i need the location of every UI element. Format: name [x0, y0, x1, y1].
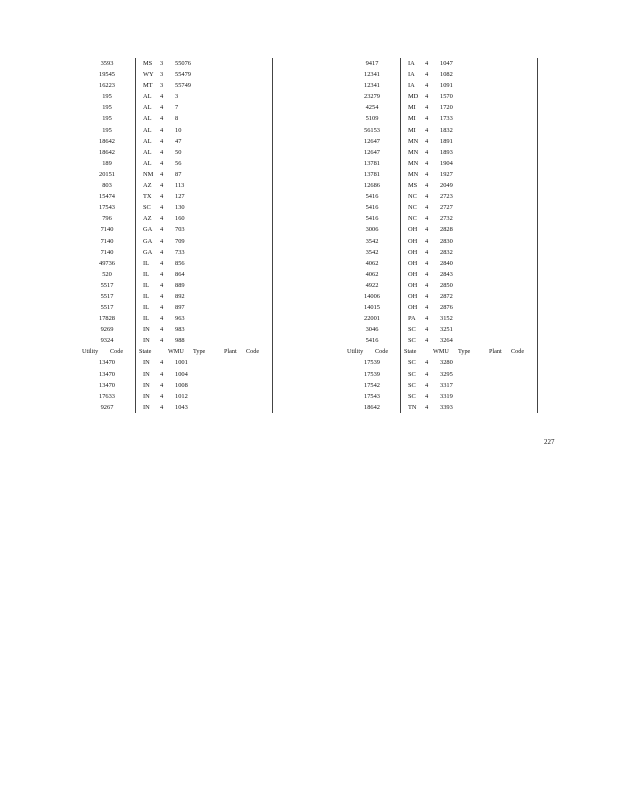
type-cell: 892: [175, 292, 185, 300]
type-cell: 3264: [440, 337, 453, 345]
header-utility: Utility: [82, 348, 99, 356]
state-cell: IL: [143, 270, 150, 278]
wmu-cell: 4: [425, 337, 429, 345]
wmu-cell: 4: [425, 60, 429, 67]
type-cell: 55479: [175, 71, 191, 79]
wmu-cell: 4: [425, 226, 429, 234]
wmu-cell: 4: [160, 226, 164, 234]
state-cell: MT: [143, 82, 153, 90]
wmu-cell: 4: [425, 292, 429, 300]
header-state: State: [139, 348, 152, 356]
type-cell: 733: [175, 248, 185, 256]
type-cell: 2830: [440, 237, 453, 245]
utility-code-cell: 14015: [364, 304, 380, 312]
state-cell: AL: [143, 137, 152, 145]
utility-code-cell: 5517: [100, 292, 114, 300]
utility-code-cell: 13470: [99, 359, 115, 367]
state-cell: MI: [408, 126, 416, 134]
type-cell: 1720: [440, 104, 453, 112]
column-divider: [272, 58, 273, 413]
type-cell: 3251: [440, 326, 453, 334]
type-cell: 2723: [440, 193, 453, 201]
state-cell: NC: [408, 215, 417, 223]
type-cell: 50: [175, 148, 182, 156]
utility-code-cell: 12341: [364, 82, 380, 90]
state-cell: GA: [143, 248, 153, 256]
state-cell: NM: [143, 170, 154, 178]
wmu-cell: 4: [160, 115, 164, 123]
utility-code-cell: 4922: [365, 281, 379, 289]
wmu-cell: 4: [160, 182, 164, 190]
state-cell: SC: [408, 326, 416, 334]
wmu-cell: 4: [425, 170, 429, 178]
type-cell: 1733: [440, 115, 453, 123]
type-cell: 3319: [440, 392, 453, 400]
type-cell: 889: [175, 281, 185, 289]
state-cell: IA: [408, 60, 415, 67]
wmu-cell: 4: [160, 93, 164, 101]
wmu-cell: 4: [160, 359, 164, 367]
utility-code-cell: 13470: [99, 370, 115, 378]
type-cell: 55076: [175, 60, 191, 67]
column-divider: [537, 58, 538, 413]
state-cell: AL: [143, 148, 152, 156]
wmu-cell: 4: [425, 359, 429, 367]
utility-code-cell: 9269: [100, 326, 114, 334]
utility-code-cell: 7140: [100, 226, 114, 234]
wmu-cell: 4: [425, 315, 429, 323]
type-cell: 2732: [440, 215, 453, 223]
wmu-cell: 4: [425, 104, 429, 112]
header-utility: Utility: [347, 348, 364, 356]
wmu-cell: 4: [160, 270, 164, 278]
type-cell: 1047: [440, 60, 453, 67]
utility-code-cell: 796: [102, 215, 112, 223]
column-divider: [400, 58, 401, 413]
wmu-cell: 4: [425, 82, 429, 90]
state-cell: AZ: [143, 215, 152, 223]
wmu-cell: 4: [160, 292, 164, 300]
utility-code-cell: 17543: [364, 392, 380, 400]
state-cell: MS: [143, 60, 153, 67]
type-cell: 2832: [440, 248, 453, 256]
type-cell: 7: [175, 104, 179, 112]
state-cell: TN: [408, 403, 417, 411]
wmu-cell: 4: [160, 148, 164, 156]
state-cell: OH: [408, 237, 418, 245]
type-cell: 1832: [440, 126, 453, 134]
wmu-cell: 4: [425, 270, 429, 278]
utility-code-cell: 12647: [364, 148, 380, 156]
wmu-cell: 4: [425, 148, 429, 156]
type-cell: 983: [175, 326, 185, 334]
utility-code-cell: 5416: [365, 204, 379, 212]
utility-code-cell: 17633: [99, 392, 115, 400]
state-cell: AL: [143, 93, 152, 101]
wmu-cell: 4: [160, 104, 164, 112]
state-cell: IN: [143, 359, 150, 367]
wmu-cell: 4: [160, 392, 164, 400]
type-cell: 988: [175, 337, 185, 345]
state-cell: IN: [143, 392, 150, 400]
utility-code-cell: 13470: [99, 381, 115, 389]
state-cell: TX: [143, 193, 152, 201]
utility-code-cell: 5416: [365, 193, 379, 201]
state-cell: MI: [408, 115, 416, 123]
state-cell: MN: [408, 148, 419, 156]
wmu-cell: 4: [425, 71, 429, 79]
header-type: Type: [193, 348, 206, 356]
type-cell: 963: [175, 315, 185, 323]
state-cell: MN: [408, 159, 419, 167]
utility-code-cell: 5416: [365, 337, 379, 345]
utility-code-cell: 18642: [364, 403, 380, 411]
type-cell: 1043: [175, 403, 188, 411]
state-cell: IN: [143, 370, 150, 378]
type-cell: 1008: [175, 381, 188, 389]
type-cell: 2828: [440, 226, 453, 234]
type-cell: 3: [175, 93, 179, 101]
state-cell: OH: [408, 292, 418, 300]
state-cell: IL: [143, 315, 150, 323]
utility-code-cell: 16223: [99, 82, 115, 90]
wmu-cell: 4: [425, 370, 429, 378]
wmu-cell: 3: [160, 82, 164, 90]
header-plant: Plant: [489, 348, 502, 356]
state-cell: OH: [408, 248, 418, 256]
wmu-cell: 4: [160, 248, 164, 256]
wmu-cell: 4: [160, 237, 164, 245]
header-wmu: WMU: [433, 348, 449, 356]
type-cell: 56: [175, 159, 182, 167]
type-cell: 709: [175, 237, 185, 245]
state-cell: OH: [408, 281, 418, 289]
type-cell: 897: [175, 304, 185, 312]
wmu-cell: 4: [160, 215, 164, 223]
utility-code-cell: 23279: [364, 93, 380, 101]
type-cell: 2727: [440, 204, 453, 212]
utility-code-cell: 18642: [99, 148, 115, 156]
state-cell: IL: [143, 304, 150, 312]
state-cell: OH: [408, 304, 418, 312]
type-cell: 2872: [440, 292, 453, 300]
utility-code-cell: 56153: [364, 126, 380, 134]
header-wmu: WMU: [168, 348, 184, 356]
wmu-cell: 4: [425, 115, 429, 123]
header-state: State: [404, 348, 417, 356]
utility-code-cell: 17828: [99, 315, 115, 323]
wmu-cell: 4: [425, 392, 429, 400]
state-cell: AL: [143, 115, 152, 123]
utility-code-cell: 3542: [365, 248, 379, 256]
state-cell: GA: [143, 237, 153, 245]
state-cell: WY: [143, 71, 154, 79]
type-cell: 3152: [440, 315, 453, 323]
wmu-cell: 4: [425, 304, 429, 312]
utility-code-cell: 5517: [100, 281, 114, 289]
utility-code-cell: 19545: [99, 71, 115, 79]
wmu-cell: 4: [425, 403, 429, 411]
column-divider: [135, 58, 136, 413]
wmu-cell: 4: [160, 259, 164, 267]
wmu-cell: 4: [425, 237, 429, 245]
type-cell: 1570: [440, 93, 453, 101]
utility-code-cell: 3542: [365, 237, 379, 245]
utility-code-cell: 17539: [364, 370, 380, 378]
wmu-cell: 4: [425, 259, 429, 267]
wmu-cell: 4: [425, 137, 429, 145]
wmu-cell: 3: [160, 71, 164, 79]
utility-code-cell: 195: [102, 104, 112, 112]
type-cell: 1001: [175, 359, 188, 367]
state-cell: IN: [143, 403, 150, 411]
utility-code-cell: 17539: [364, 359, 380, 367]
state-cell: MN: [408, 137, 419, 145]
state-cell: OH: [408, 259, 418, 267]
state-cell: SC: [408, 392, 416, 400]
state-cell: IL: [143, 292, 150, 300]
type-cell: 1893: [440, 148, 453, 156]
state-cell: AZ: [143, 182, 152, 190]
type-cell: 1927: [440, 170, 453, 178]
wmu-cell: 4: [160, 204, 164, 212]
wmu-cell: 4: [160, 281, 164, 289]
state-cell: IL: [143, 281, 150, 289]
type-cell: 130: [175, 204, 185, 212]
utility-code-cell: 22001: [364, 315, 380, 323]
state-cell: NC: [408, 204, 417, 212]
utility-code-cell: 12341: [364, 71, 380, 79]
utility-code-cell: 17542: [364, 381, 380, 389]
utility-code-cell: 7140: [100, 237, 114, 245]
wmu-cell: 4: [425, 193, 429, 201]
wmu-cell: 4: [425, 381, 429, 389]
state-cell: MD: [408, 93, 419, 101]
utility-code-cell: 520: [102, 270, 112, 278]
state-cell: SC: [408, 337, 416, 345]
utility-code-cell: 189: [102, 159, 112, 167]
wmu-cell: 4: [160, 381, 164, 389]
page-number: 227: [544, 438, 555, 446]
type-cell: 47: [175, 137, 182, 145]
type-cell: 160: [175, 215, 185, 223]
header-code: Code: [110, 348, 124, 356]
type-cell: 113: [175, 182, 185, 190]
utility-code-cell: 14006: [364, 292, 380, 300]
utility-code-cell: 5416: [365, 215, 379, 223]
state-cell: GA: [143, 226, 153, 234]
type-cell: 127: [175, 193, 185, 201]
type-cell: 3393: [440, 403, 453, 411]
utility-code-cell: 3006: [365, 226, 379, 234]
utility-code-cell: 5517: [100, 304, 114, 312]
wmu-cell: 4: [160, 337, 164, 345]
utility-code-cell: 13781: [364, 159, 380, 167]
header-plant: Plant: [224, 348, 237, 356]
utility-code-cell: 9324: [100, 337, 114, 345]
wmu-cell: 4: [425, 215, 429, 223]
state-cell: OH: [408, 226, 418, 234]
utility-code-cell: 20151: [99, 170, 115, 178]
state-cell: SC: [408, 370, 416, 378]
utility-code-cell: 4254: [365, 104, 379, 112]
utility-code-cell: 15474: [99, 193, 115, 201]
type-cell: 2843: [440, 270, 453, 278]
utility-code-cell: 803: [102, 182, 112, 190]
state-cell: IA: [408, 71, 415, 79]
state-cell: MI: [408, 104, 416, 112]
type-cell: 1012: [175, 392, 188, 400]
utility-code-cell: 18642: [99, 137, 115, 145]
wmu-cell: 4: [425, 126, 429, 134]
wmu-cell: 3: [160, 60, 164, 67]
type-cell: 2840: [440, 259, 453, 267]
utility-code-cell: 5109: [365, 115, 379, 123]
state-cell: NC: [408, 193, 417, 201]
type-cell: 10: [175, 126, 182, 134]
state-cell: SC: [408, 359, 416, 367]
type-cell: 2850: [440, 281, 453, 289]
state-cell: PA: [408, 315, 416, 323]
wmu-cell: 4: [160, 326, 164, 334]
state-cell: MN: [408, 170, 419, 178]
type-cell: 2876: [440, 304, 453, 312]
utility-code-cell: 9267: [100, 403, 114, 411]
wmu-cell: 4: [160, 137, 164, 145]
utility-code-cell: 12686: [364, 182, 380, 190]
utility-code-cell: 195: [102, 126, 112, 134]
wmu-cell: 4: [160, 403, 164, 411]
state-cell: IN: [143, 326, 150, 334]
wmu-cell: 4: [425, 159, 429, 167]
type-cell: 3317: [440, 381, 453, 389]
type-cell: 55749: [175, 82, 191, 90]
type-cell: 1082: [440, 71, 453, 79]
wmu-cell: 4: [160, 315, 164, 323]
state-cell: SC: [408, 381, 416, 389]
header-code: Code: [375, 348, 389, 356]
type-cell: 1091: [440, 82, 453, 90]
wmu-cell: 4: [160, 170, 164, 178]
type-cell: 1004: [175, 370, 188, 378]
utility-code-cell: 12647: [364, 137, 380, 145]
utility-code-cell: 4062: [365, 270, 379, 278]
type-cell: 3280: [440, 359, 453, 367]
utility-code-cell: 4062: [365, 259, 379, 267]
state-cell: MS: [408, 182, 418, 190]
state-cell: IN: [143, 337, 150, 345]
utility-code-cell: 195: [102, 93, 112, 101]
utility-code-cell: 7140: [100, 248, 114, 256]
state-cell: SC: [143, 204, 151, 212]
type-cell: 87: [175, 170, 182, 178]
type-cell: 8: [175, 115, 179, 123]
wmu-cell: 4: [425, 93, 429, 101]
type-cell: 864: [175, 270, 185, 278]
header-type: Type: [458, 348, 471, 356]
wmu-cell: 4: [425, 204, 429, 212]
utility-code-cell: 13781: [364, 170, 380, 178]
state-cell: IN: [143, 381, 150, 389]
state-cell: AL: [143, 159, 152, 167]
wmu-cell: 4: [425, 326, 429, 334]
utility-code-cell: 17543: [99, 204, 115, 212]
utility-code-cell: 49736: [99, 259, 115, 267]
utility-code-cell: 3593: [100, 60, 114, 67]
state-cell: IA: [408, 82, 415, 90]
header-code2: Code: [246, 348, 260, 356]
state-cell: IL: [143, 259, 150, 267]
type-cell: 1904: [440, 159, 453, 167]
state-cell: AL: [143, 104, 152, 112]
wmu-cell: 4: [160, 159, 164, 167]
type-cell: 1891: [440, 137, 453, 145]
type-cell: 3295: [440, 370, 453, 378]
state-cell: AL: [143, 126, 152, 134]
wmu-cell: 4: [160, 126, 164, 134]
type-cell: 703: [175, 226, 185, 234]
header-code2: Code: [511, 348, 525, 356]
type-cell: 2049: [440, 182, 453, 190]
utility-code-cell: 3046: [365, 326, 379, 334]
type-cell: 856: [175, 259, 185, 267]
state-cell: OH: [408, 270, 418, 278]
utility-code-cell: 195: [102, 115, 112, 123]
wmu-cell: 4: [425, 281, 429, 289]
wmu-cell: 4: [160, 304, 164, 312]
utility-code-cell: 9417: [365, 60, 379, 67]
wmu-cell: 4: [160, 193, 164, 201]
wmu-cell: 4: [425, 248, 429, 256]
wmu-cell: 4: [425, 182, 429, 190]
wmu-cell: 4: [160, 370, 164, 378]
